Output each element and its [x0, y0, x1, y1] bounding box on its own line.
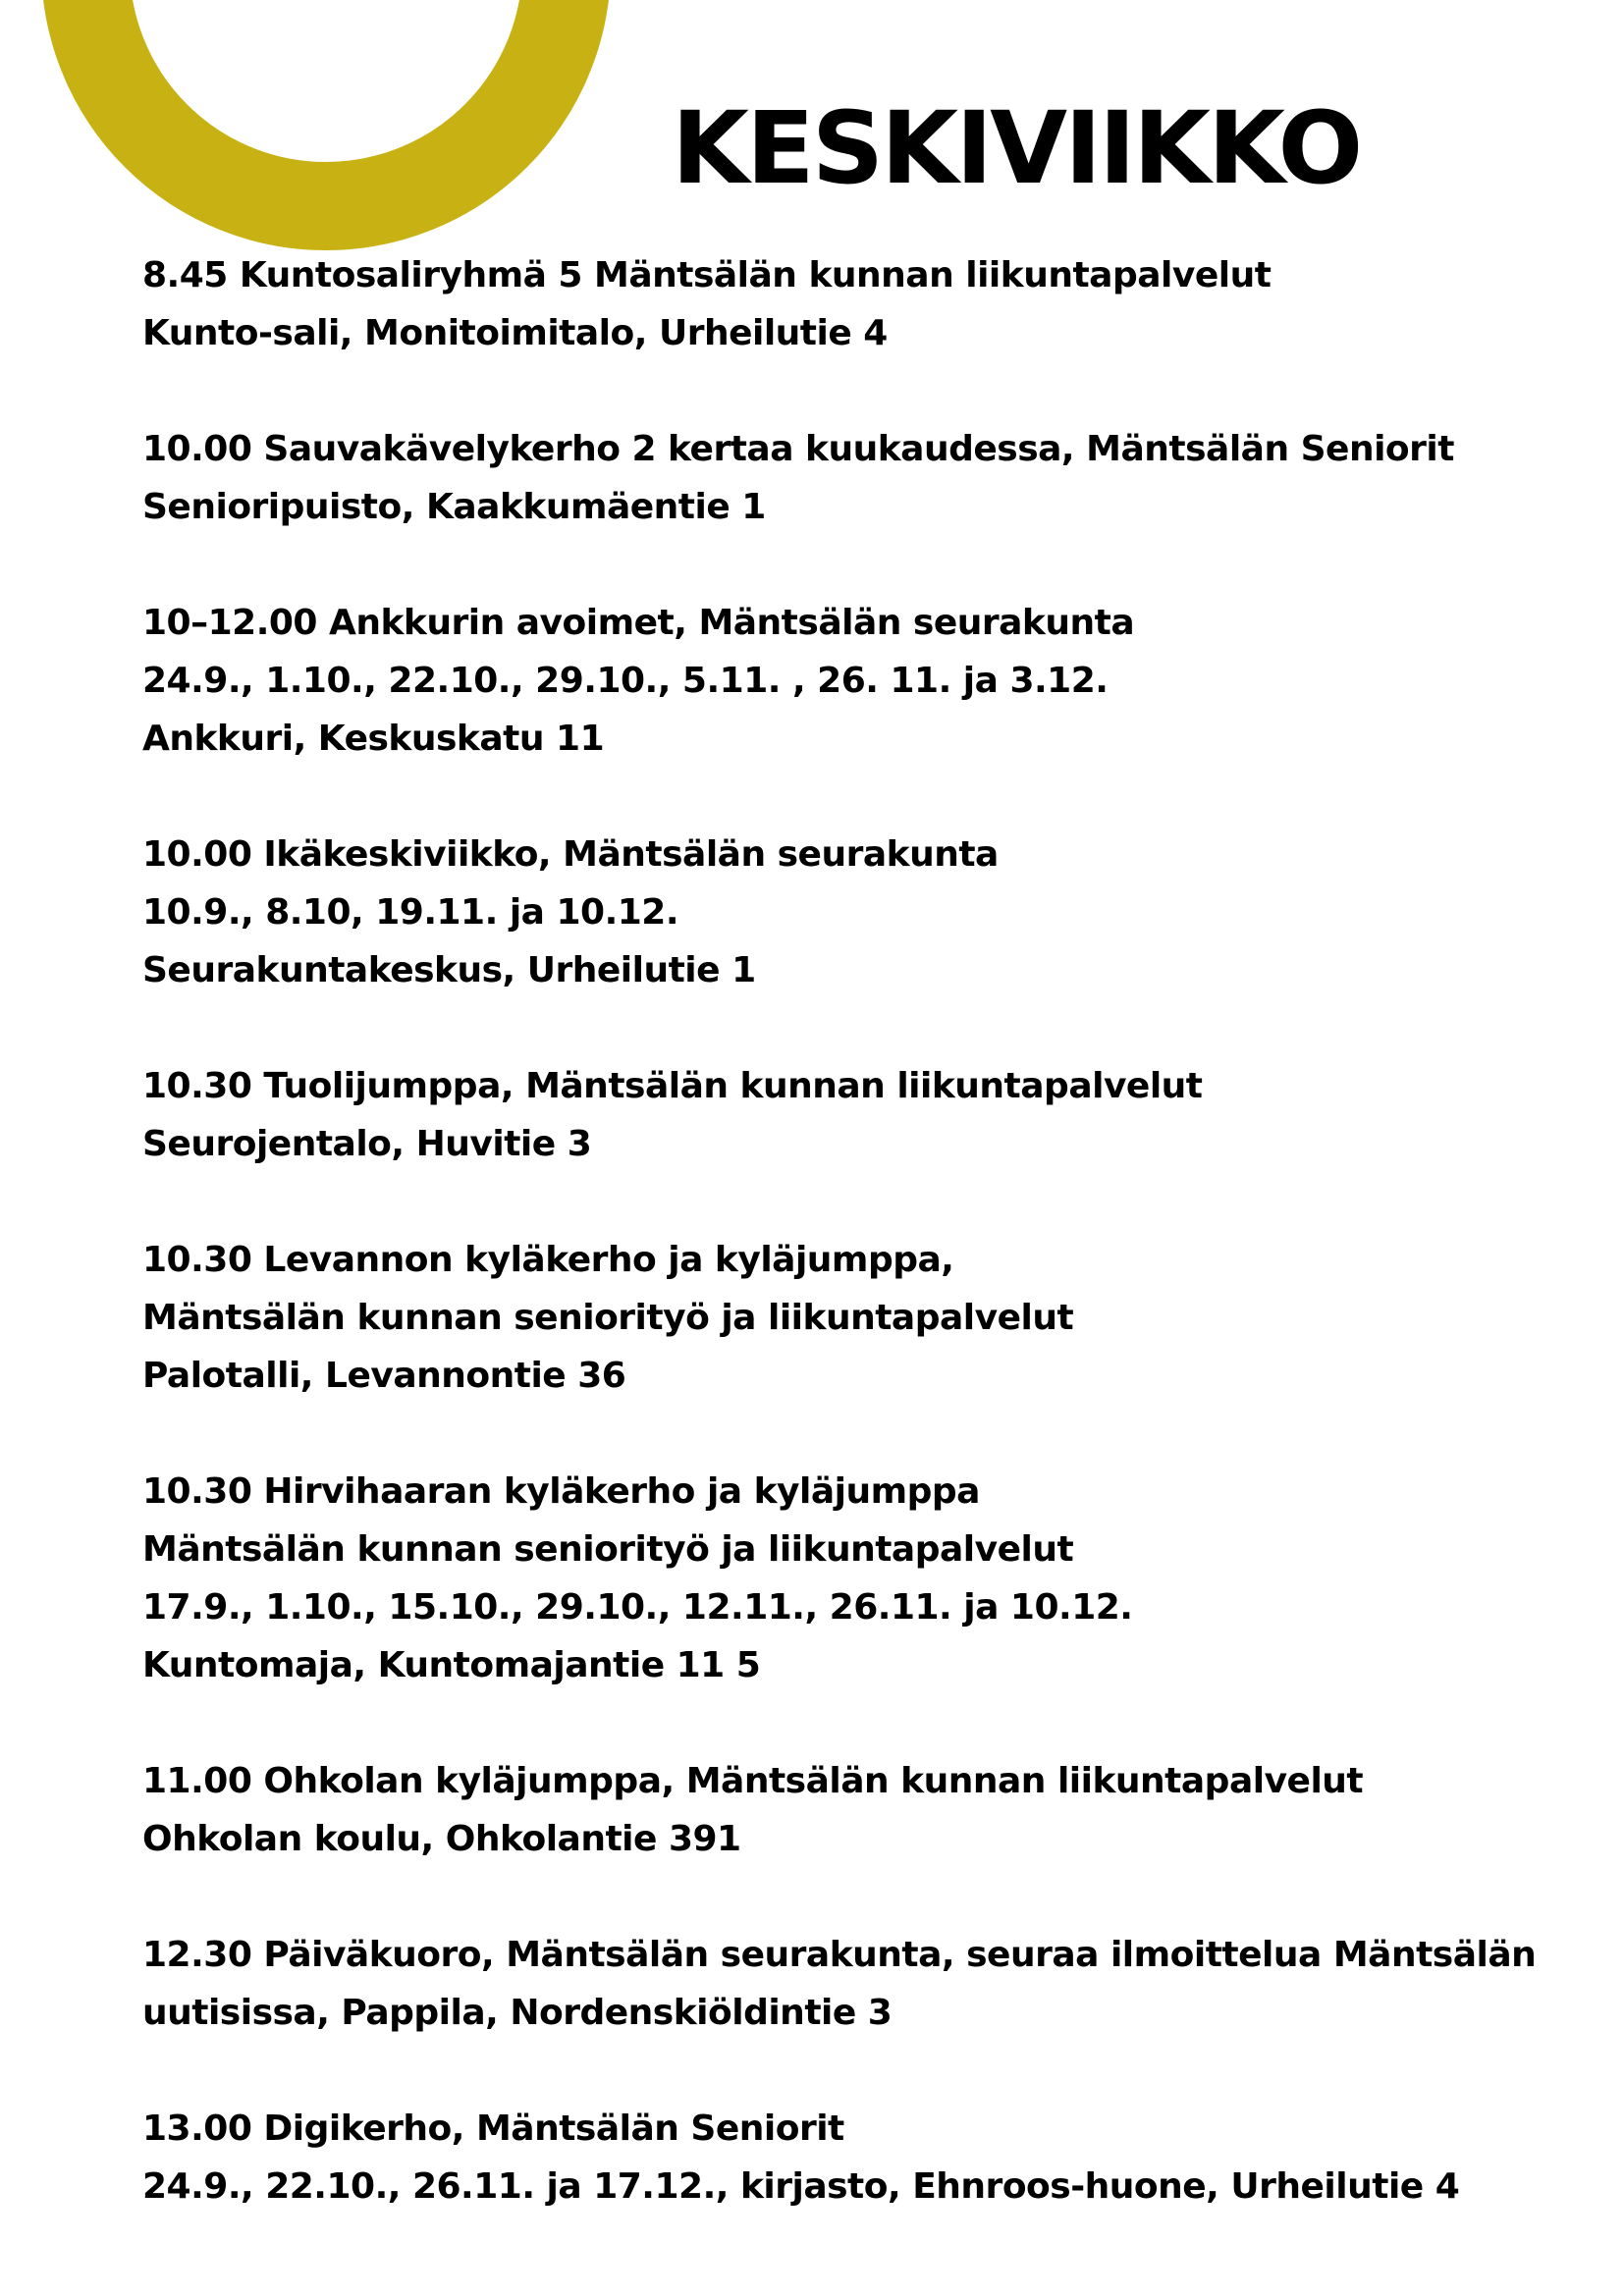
page-title: KESKIVIIKKO: [672, 90, 1361, 207]
event-line: Seurakuntakeskus, Urheilutie 1: [142, 950, 756, 990]
event-line: Senioripuisto, Kaakkumäentie 1: [142, 487, 766, 527]
event-line: 12.30 Päiväkuoro, Mäntsälän seurakunta, seuraa ilmoittelua Mäntsälän: [142, 1935, 1537, 1975]
event-line: 17.9., 1.10., 15.10., 29.10., 12.11., 26.11. ja 10.12.: [142, 1587, 1133, 1628]
event-block: [142, 1057, 1596, 1173]
event-line: 8.45 Kuntosaliryhmä 5 Mäntsälän kunnan liikuntapalvelut: [142, 255, 1272, 295]
event-line: Mäntsälän kunnan seniorityö ja liikuntapalvelut: [142, 1298, 1074, 1338]
event-line: Palotalli, Levannontie 36: [142, 1356, 626, 1396]
event-block: [142, 1752, 1596, 1868]
event-line: 24.9., 1.10., 22.10., 29.10., 5.11. , 26. 11. ja 3.12.: [142, 661, 1109, 701]
event-block: [142, 246, 1596, 362]
event-line: Ohkolan koulu, Ohkolantie 391: [142, 1819, 741, 1859]
event-line: 10.30 Hirvihaaran kyläkerho ja kyläjumppa: [142, 1471, 980, 1512]
event-line: Kuntomaja, Kuntomajantie 11 5: [142, 1645, 761, 1685]
event-block: [142, 420, 1596, 536]
event-line: Kunto-sali, Monitoimitalo, Urheilutie 4: [142, 313, 888, 353]
event-block: [142, 826, 1596, 999]
yellow-ring-decoration: [41, 0, 611, 250]
event-list: [142, 246, 1596, 2273]
event-line: Ankkuri, Keskuskatu 11: [142, 719, 605, 759]
event-line: uutisissa, Pappila, Nordenskiöldintie 3: [142, 1993, 893, 2033]
event-line: Mäntsälän kunnan seniorityö ja liikuntapalvelut: [142, 1529, 1074, 1570]
event-block: [142, 594, 1596, 768]
event-line: 10.30 Tuolijumppa, Mäntsälän kunnan liikuntapalvelut: [142, 1066, 1203, 1106]
event-line: 10.9., 8.10, 19.11. ja 10.12.: [142, 892, 679, 933]
event-block: [142, 2100, 1596, 2216]
event-line: 10–12.00 Ankkurin avoimet, Mäntsälän seurakunta: [142, 603, 1135, 643]
event-line: 10.00 Sauvakävelykerho 2 kertaa kuukaudessa, Mäntsälän Seniorit: [142, 429, 1454, 469]
event-block: [142, 1231, 1596, 1405]
event-line: 24.9., 22.10., 26.11. ja 17.12., kirjasto, Ehnroos-huone, Urheilutie 4: [142, 2166, 1460, 2207]
event-line: 13.00 Digikerho, Mäntsälän Seniorit: [142, 2109, 844, 2149]
event-line: Seurojentalo, Huvitie 3: [142, 1124, 592, 1164]
event-line: 11.00 Ohkolan kyläjumppa, Mäntsälän kunnan liikuntapalvelut: [142, 1761, 1364, 1801]
event-line: 10.30 Levannon kyläkerho ja kyläjumppa,: [142, 1240, 954, 1280]
event-block: [142, 1926, 1596, 2042]
event-block: [142, 1463, 1596, 1694]
event-line: 10.00 Ikäkeskiviikko, Mäntsälän seurakunta: [142, 834, 999, 875]
